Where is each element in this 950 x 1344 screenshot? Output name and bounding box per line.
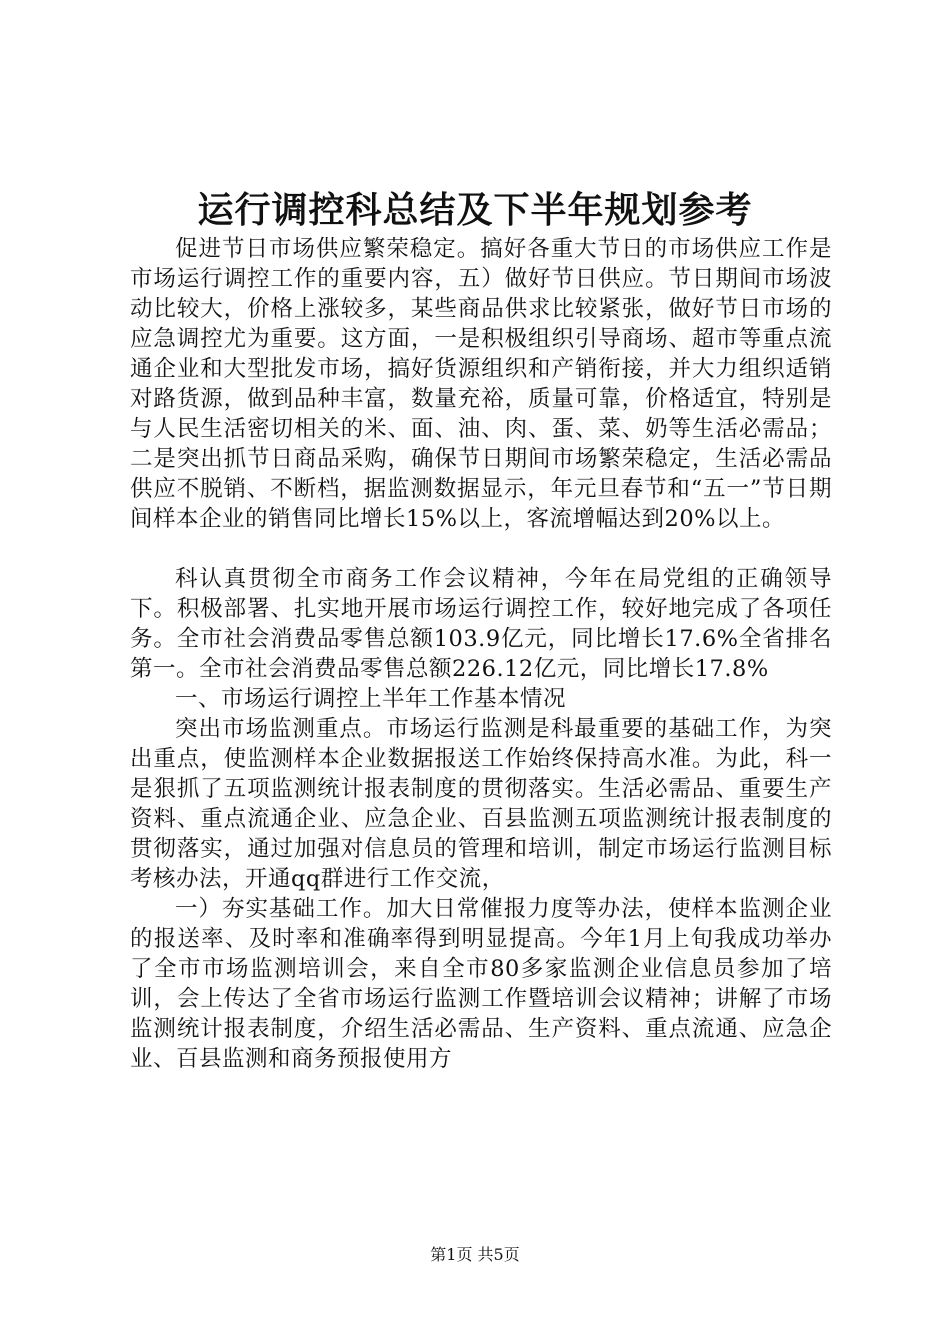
- document-title: 运行调控科总结及下半年规划参考: [197, 189, 753, 231]
- paragraph-spacer: [130, 534, 832, 564]
- paragraph-holiday-supply: 促进节日市场供应繁荣稳定。搞好各重大节日的市场供应工作是市场运行调控工作的重要内容，五）做好节日供应。节日期间市场波动比较大，价格上涨较多，某些商品供求比较紧张，做好节日市场的应急调控尤为重要。这方面，一是积极组织引导商场、超市等重点流通企业和大型批发市场，搞好货源组织和产销衔接，并大力组织适销对路货源，做到品种丰富，数量充裕，质量可靠，价格适宜，特别是与人民生活密切相关的米、面、油、肉、蛋、菜、奶等生活必需品；二是突出抓节日商品采购，确保节日期间市场繁荣稳定，生活必需品供应不脱销、不断档，据监测数据显示，年元旦春节和“五一”节日期间样本企业的销售同比增长15%以上，客流增幅达到20%以上。: [130, 236, 832, 532]
- paragraph-overview: 科认真贯彻全市商务工作会议精神，今年在局党组的正确领导下。积极部署、扎实地开展市场运行调控工作，较好地完成了各项任务。全市社会消费品零售总额103.9亿元，同比增长17.6%全省排名第一。全市社会消费品零售总额226.12亿元，同比增长17.8%: [130, 566, 832, 682]
- document-body: [130, 234, 832, 1074]
- section-heading: 一、市场运行调控上半年工作基本情况: [175, 686, 567, 712]
- paragraph-monitoring-focus: 突出市场监测重点。市场运行监测是科最重要的基础工作，为突出重点，使监测样本企业数据报送工作始终保持高水准。为此，科一是狠抓了五项监测统计报表制度的贯彻落实。生活必需品、重要生产资料、重点流通企业、应急企业、百县监测五项监测统计报表制度的贯彻落实，通过加强对信息员的管理和培训，制定市场运行监测目标考核办法，开通qq群进行工作交流，: [130, 716, 832, 892]
- page-number-footer: 第1页 共5页: [430, 1245, 520, 1264]
- paragraph-foundation-work: 一）夯实基础工作。加大日常催报力度等办法，使样本监测企业的报送率、及时率和准确率得到明显提高。今年1月上旬我成功举办了全市市场监测培训会，来自全市80多家监测企业信息员参加了培训，会上传达了全省市场运行监测工作暨培训会议精神；讲解了市场监测统计报表制度，介绍生活必需品、生产资料、重点流通、应急企业、百县监测和商务预报使用方: [130, 896, 832, 1072]
